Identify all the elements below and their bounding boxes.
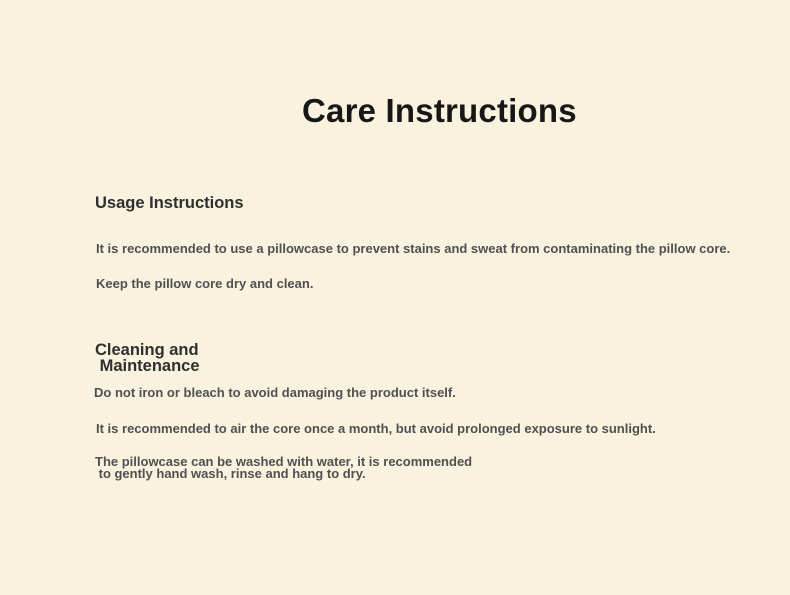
cleaning-instruction-pillowcase-wash: The pillowcase can be washed with water, it is recommended to gently hand wash, rinse and hang to dry. — [95, 454, 473, 481]
usage-instruction-pillowcase: It is recommended to use a pillowcase to prevent stains and sweat from contaminating the pillow core. — [96, 241, 731, 256]
usage-instruction-dry-clean: Keep the pillow core dry and clean. — [96, 276, 314, 291]
cleaning-instruction-iron-bleach: Do not iron or bleach to avoid damaging the product itself. — [94, 385, 456, 400]
usage-instructions-heading: Usage Instructions — [95, 194, 244, 212]
page-title: Care Instructions — [302, 92, 577, 129]
cleaning-maintenance-heading: Cleaning and Maintenance — [95, 341, 200, 375]
cleaning-instruction-air-core: It is recommended to air the core once a month, but avoid prolonged exposure to sunlight. — [96, 421, 656, 436]
